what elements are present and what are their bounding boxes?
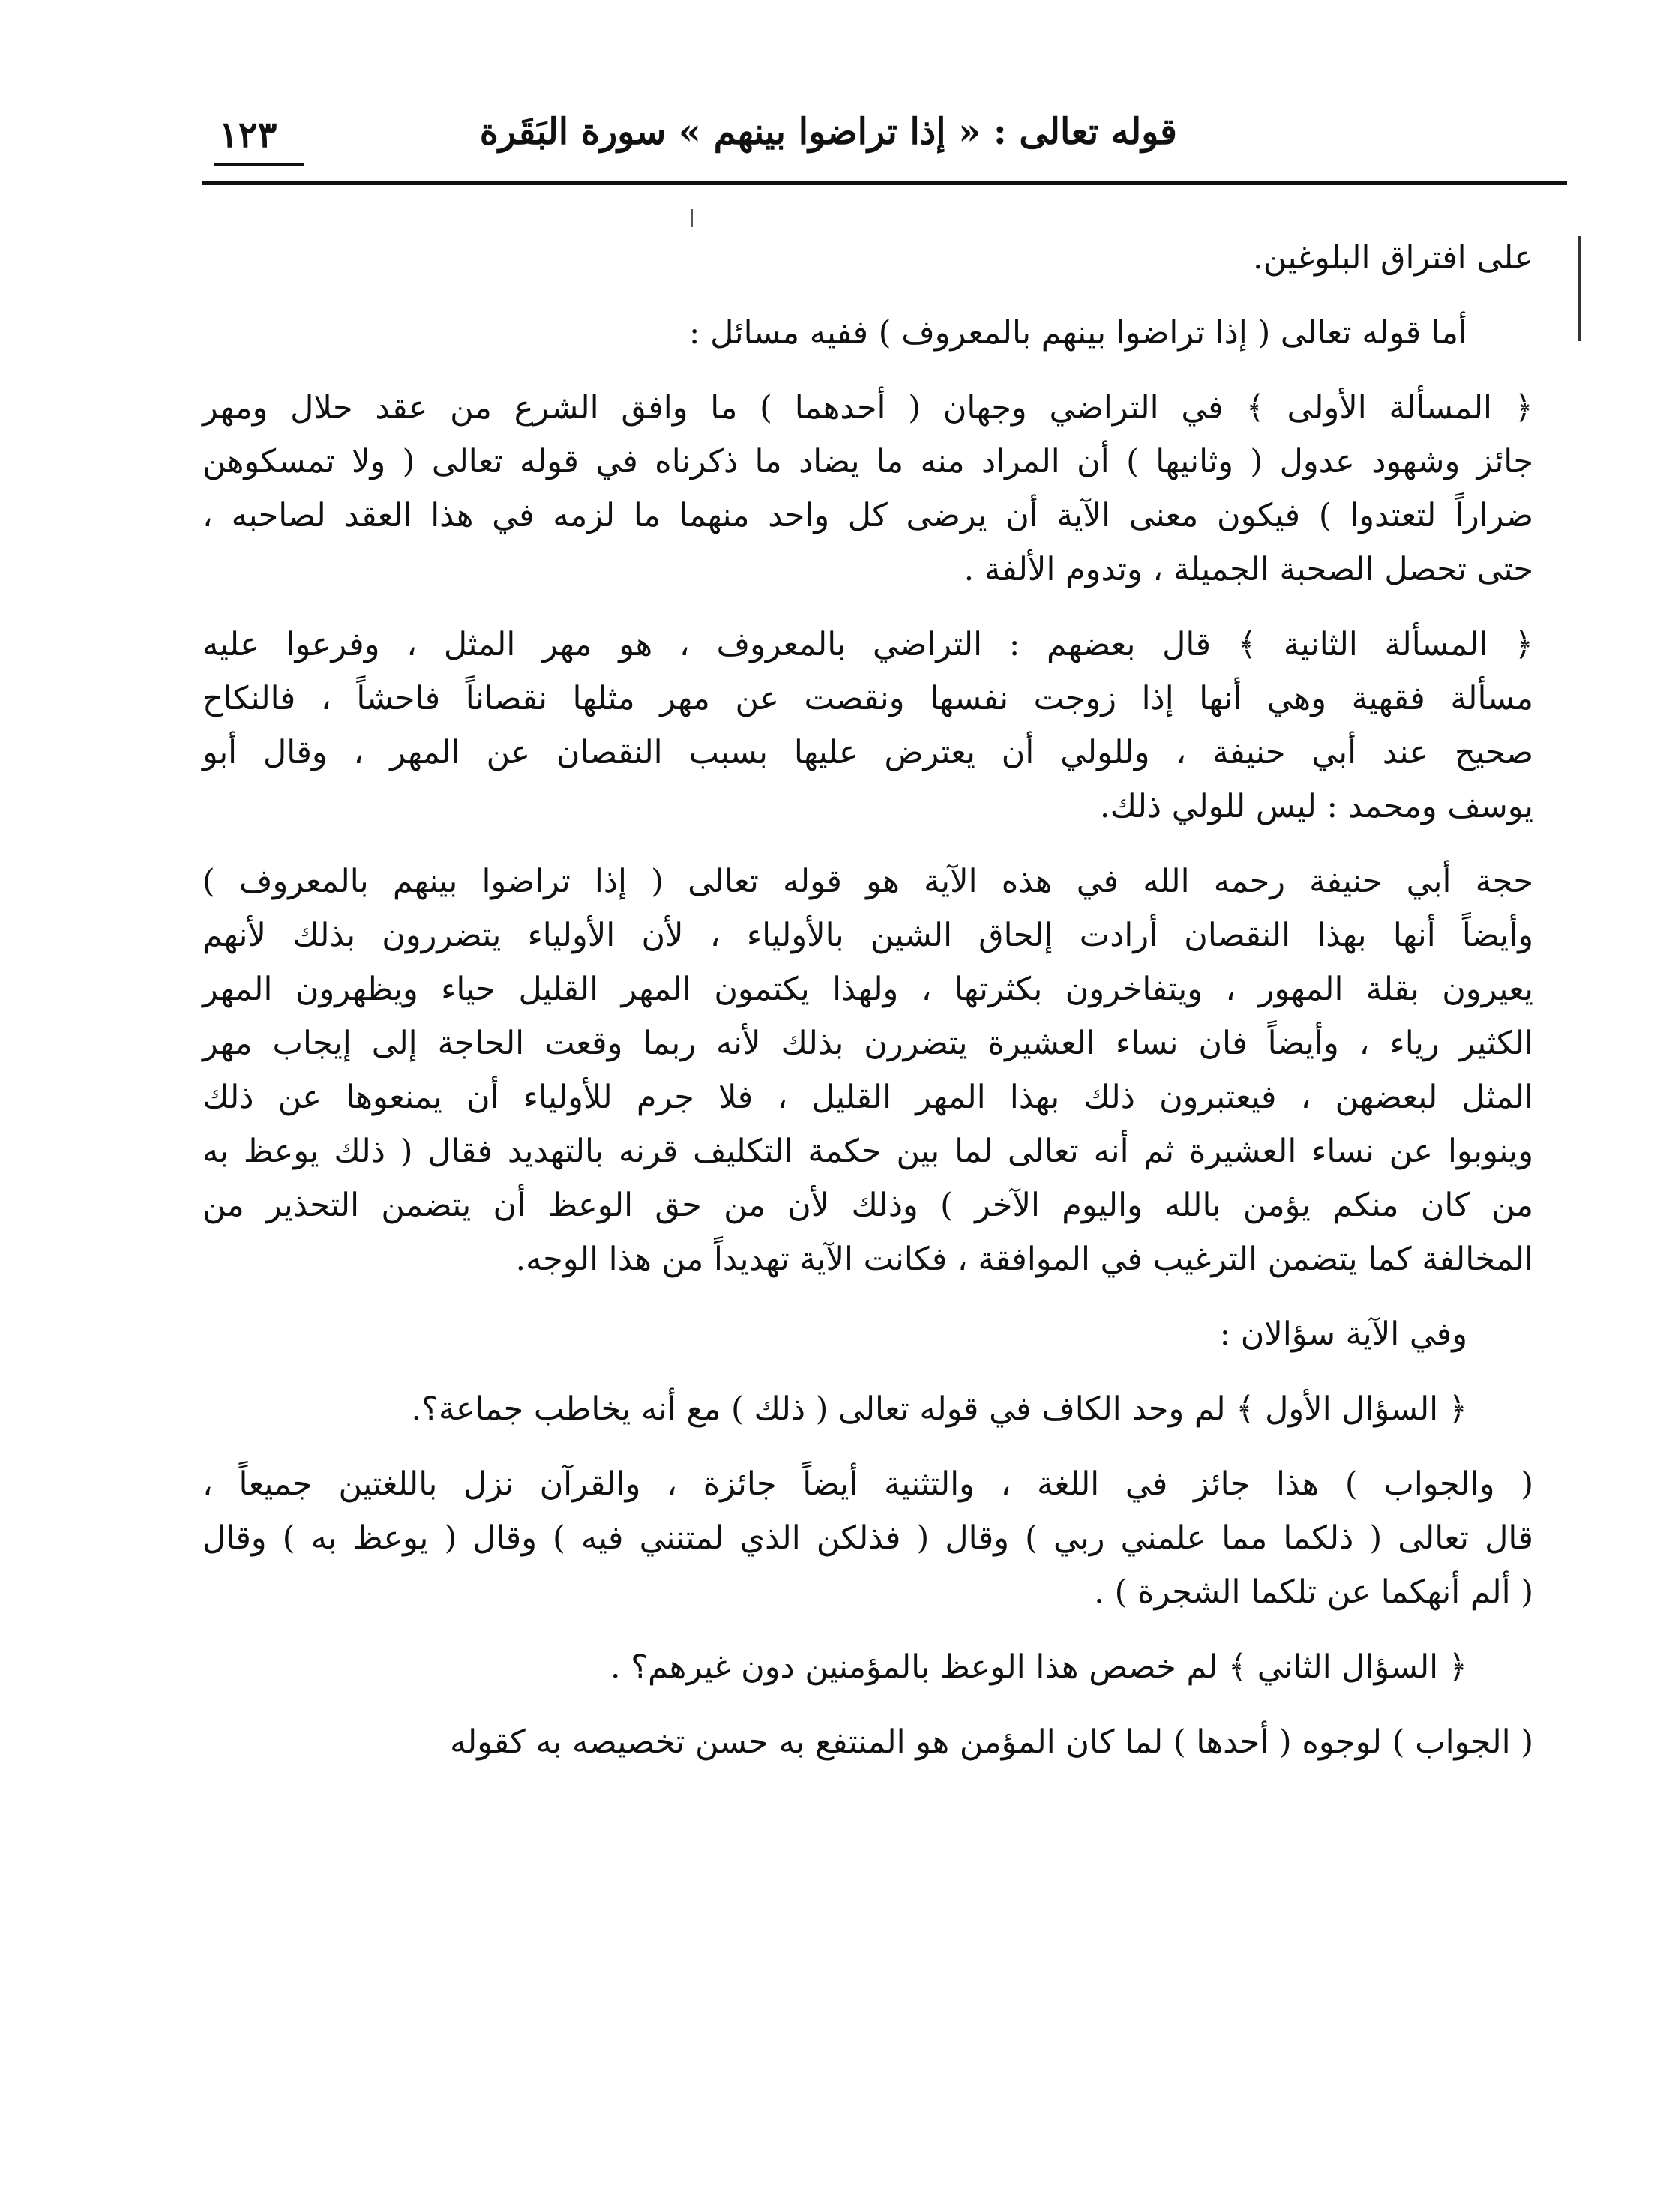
- paragraph: [202, 1382, 1533, 1436]
- text-line: جائز وشهود عدول ( وثانيها ) أن المراد منه ما يضاد ما ذكرناه في قوله تعالى ( ولا تمسكوهن: [202, 443, 1533, 480]
- paragraph: [202, 1715, 1533, 1769]
- text-line: ﴿ المسألة الثانية ﴾ قال بعضهم : التراضي بالمعروف ، هو مهر المثل ، وفرعوا عليه: [202, 626, 1533, 663]
- text-line: ﴿ السؤال الأول ﴾ لم وحد الكاف في قوله تعالى ( ذلك ) مع أنه يخاطب جماعة؟.: [411, 1390, 1467, 1428]
- text-line: مسألة فقهية وهي أنها إذا زوجت نفسها ونقصت عن مهر مثلها نقصاناً فاحشاً ، فالنكاح: [202, 680, 1533, 717]
- text-line: صحيح عند أبي حنيفة ، وللولي أن يعترض عليها بسبب النقصان عن المهر ، وقال أبو: [202, 734, 1533, 771]
- text-line: ( ألم أنهكما عن تلكما الشجرة ) .: [1094, 1573, 1533, 1611]
- paragraph: [202, 855, 1533, 1286]
- header-title: قوله تعالى : « إذا تراضوا بينهم » سورة البَقَرة: [479, 111, 1177, 153]
- text-line: ﴿ السؤال الثاني ﴾ لم خصص هذا الوعظ بالمؤمنين دون غيرهم؟ .: [610, 1648, 1467, 1686]
- text-line: وينوبوا عن نساء العشيرة ثم أنه تعالى لما بين حكمة التكليف قرنه بالتهديد فقال ( ذلك يوعظ به: [202, 1133, 1533, 1170]
- text-line: ضراراً لتعتدوا ) فيكون معنى الآية أن يرضى كل واحد منهما ما لزمه في هذا العقد لصاحبه ،: [202, 497, 1533, 534]
- running-header: [202, 105, 1567, 172]
- header-divider: [202, 181, 1567, 185]
- text-line: من كان منكم يؤمن بالله واليوم الآخر ) وذلك لأن من حق الوعظ أن يتضمن التحذير من: [202, 1187, 1533, 1224]
- scan-mark: [691, 209, 693, 227]
- text-line: أما قوله تعالى ( إذا تراضوا بينهم بالمعروف ) ففيه مسائل :: [688, 314, 1467, 352]
- text-line: المخالفة كما يتضمن الترغيب في الموافقة ، فكانت الآية تهديداً من هذا الوجه.: [515, 1241, 1533, 1278]
- page-number: ١٢٣: [219, 114, 277, 156]
- page-number-underline: [214, 163, 304, 166]
- paragraph: [202, 231, 1533, 285]
- text-line: على افتراق البلوغين.: [1253, 239, 1533, 277]
- text-line: يعيرون بقلة المهور ، ويتفاخرون بكثرتها ، ولهذا يكتمون المهر القليل حياء ويظهرون المهر: [202, 971, 1533, 1008]
- text-line: المثل لبعضهن ، فيعتبرون ذلك بهذا المهر القليل ، فلا جرم للأولياء أن يمنعوها عن ذلك: [202, 1079, 1533, 1116]
- text-line: ( والجواب ) هذا جائز في اللغة ، والتثنية أيضاً جائزة ، والقرآن نزل باللغتين جميعاً ،: [202, 1465, 1533, 1503]
- paragraph: [202, 381, 1533, 597]
- paragraph: [202, 1307, 1533, 1361]
- text-line: قال تعالى ( ذلكما مما علمني ربي ) وقال ( فذلكن الذي لمتنني فيه ) وقال ( يوعظ به ) وقال: [202, 1519, 1533, 1557]
- text-line: يوسف ومحمد : ليس للولي ذلك.: [1099, 788, 1533, 825]
- text-line: حتى تحصل الصحبة الجميلة ، وتدوم الألفة .: [963, 551, 1533, 588]
- paragraph: [202, 618, 1533, 834]
- paragraph: [202, 306, 1533, 360]
- text-line: الكثير رياء ، وأيضاً فان نساء العشيرة يتضررن بذلك لأنه ربما وقعت الحاجة إلى إيجاب مهر: [202, 1025, 1533, 1062]
- text-line: ﴿ المسألة الأولى ﴾ في التراضي وجهان ( أحدهما ) ما وافق الشرع من عقد حلال ومهر: [202, 389, 1533, 427]
- text-line: وفي الآية سؤالان :: [1219, 1316, 1467, 1353]
- paragraph: [202, 1640, 1533, 1694]
- text-line: ( الجواب ) لوجوه ( أحدها ) لما كان المؤمن هو المنتفع به حسن تخصيصه به كقوله: [450, 1723, 1533, 1761]
- body-text: [202, 231, 1533, 1790]
- margin-line: [1578, 236, 1581, 341]
- text-line: وأيضاً أنها بهذا النقصان أرادت إلحاق الشين بالأولياء ، لأن الأولياء يتضررون بذلك لأنهم: [202, 917, 1533, 954]
- paragraph: [202, 1457, 1533, 1619]
- text-line: حجة أبي حنيفة رحمه الله في هذه الآية هو قوله تعالى ( إذا تراضوا بينهم بالمعروف ): [202, 863, 1533, 900]
